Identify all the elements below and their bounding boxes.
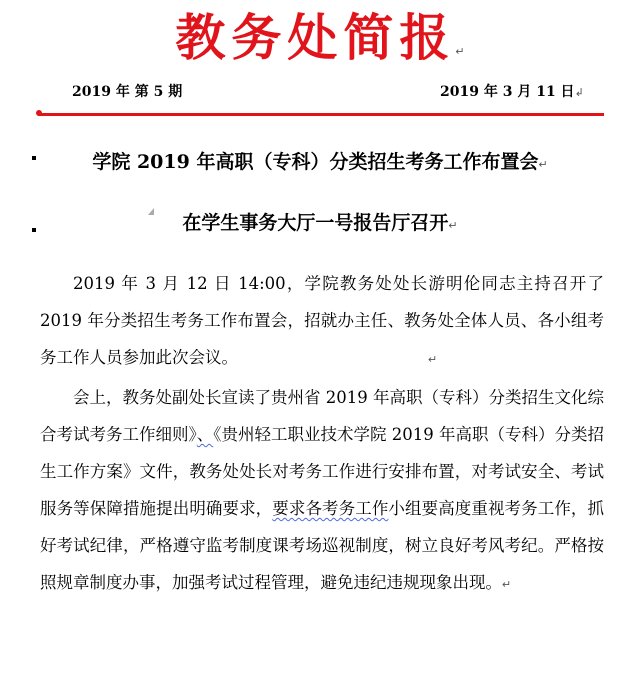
document-masthead bbox=[0, 8, 640, 82]
enter-mark: ↲ bbox=[574, 87, 584, 99]
issue-number: 2019 年 第 5 期 bbox=[72, 84, 183, 100]
paragraph-mark: ↵ bbox=[448, 220, 458, 232]
article-paragraph-1: 2019 年 3 月 12 日 14:00，学院教务处处长游明伦同志主持召开了 2019 年分类招生考务工作布置会，招就办主任、教务处全体人员、各小组考务工作人员参加此次会议。 ↵ bbox=[40, 274, 604, 367]
masthead-title: 教务处简报 bbox=[175, 8, 456, 67]
article-paragraph-2: 会上，教务处副处长宣读了贵州省 2019 年高职（专科）分类招生文化综合考试考务工作细则》、《贵州轻工职业技术学院 2019 年高职（专科）分类招生工作方案》文件，教务处处长对考务工作进行安排布置，对考试安全、考试服务等保障措施提出明确要求，要求各考务工作小组要高度重视考务工作，抓好考试纪律，严格遵守监考制度课考场巡视制度，树立良好考风考纪。严格按照规章制度办事，加强考试过程管理，避免违纪违规现象出现。↵ bbox=[40, 388, 605, 592]
paragraph-mark: ↵ bbox=[455, 46, 465, 58]
article-body bbox=[40, 265, 604, 604]
paragraph-mark: ↵ bbox=[538, 159, 548, 171]
issue-date: 2019 年 3 月 11 日 bbox=[440, 84, 575, 100]
paragraph-mark: ↵ bbox=[428, 354, 438, 366]
article-title-line-1: 学院 2019 年高职（专科）分类招生考务工作布置会↵ bbox=[92, 151, 548, 173]
header-rule bbox=[38, 113, 604, 116]
paragraph-mark: ↵ bbox=[502, 579, 512, 591]
article-title-line-2: 在学生事务大厅一号报告厅召开↵ bbox=[182, 212, 458, 234]
spelling-flag: 、 bbox=[196, 425, 214, 444]
issue-date-line bbox=[440, 84, 584, 101]
spelling-flag: 要求各考务工作 bbox=[272, 499, 389, 518]
